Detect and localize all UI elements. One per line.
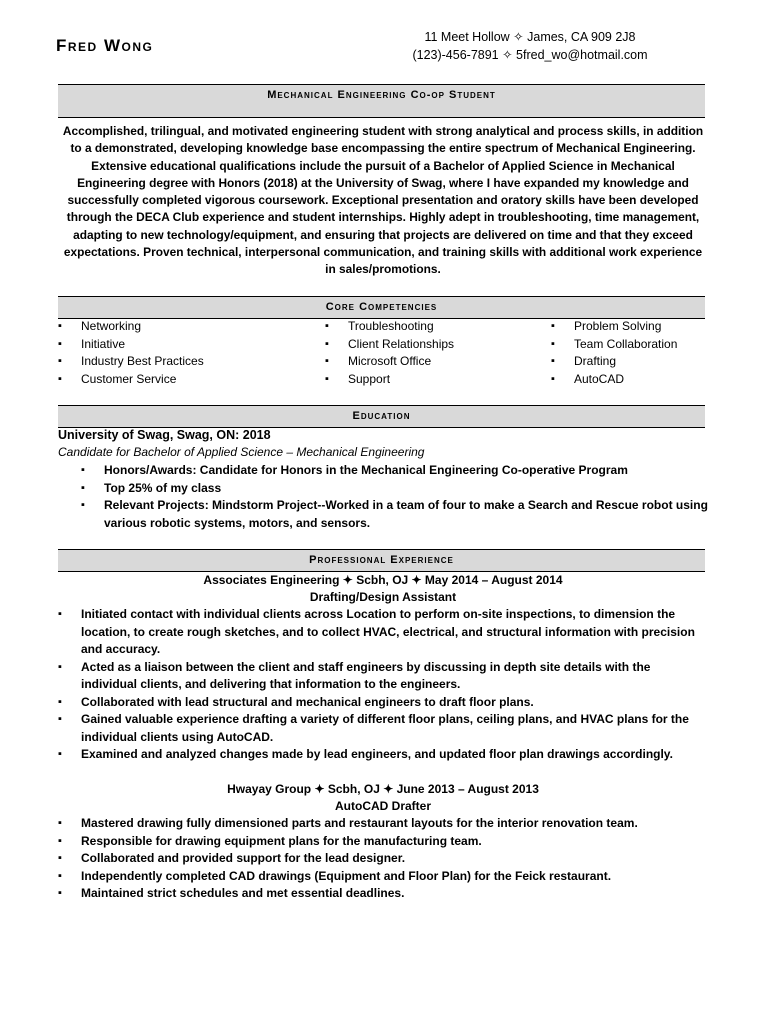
list-item: ▪ Industry Best Practices — [58, 353, 298, 371]
contact-address: 11 Meet Hollow ✧ James, CA 909 2J8 — [424, 30, 636, 44]
competencies-heading — [58, 296, 705, 319]
list-item: ▪ Drafting — [551, 353, 711, 371]
list-item: ▪ Team Collaboration — [551, 336, 711, 354]
list-item: ▪ Client Relationships — [325, 336, 535, 354]
job-2-role: AutoCAD Drafter — [335, 799, 431, 813]
job-2-bullets — [58, 815, 708, 903]
list-item: ▪ Problem Solving — [551, 318, 711, 336]
contact-block — [400, 28, 660, 64]
experience-heading — [58, 549, 705, 572]
job-1-header — [58, 572, 708, 606]
list-item: ▪ Networking — [58, 318, 298, 336]
competencies-column-3 — [551, 318, 711, 388]
job-1-role: Drafting/Design Assistant — [309, 590, 457, 604]
title-section-heading — [58, 84, 705, 118]
summary-paragraph: Accomplished, trilingual, and motivated engineering student with strong analytical and process skills, in addition to a demonstrated, developing knowledge base encompassing the entire spectrum of Mechanical Engineering. Extensive educational qualifications include the pursuit of a Bachelor of Applied Science in Mechanical Engineering degree with Honors (2018) at the University of Swag, where I have expanded my knowledge and successfully completed vigorous coursework. Exceptional presentation and oratory skills have been developed through the DECA Club experience and student internships. Highly adept in troubleshooting, time management, adapting to new technology/equipment, and ensuring that projects are delivered on time and that they exceed expectations. Proven technical, interpersonal communication, and training skills with additional work experience in sales/promotions. — [62, 124, 704, 277]
title-heading-text: Mechanical Engineering Co-op Student — [267, 89, 496, 101]
experience-heading-text: Professional Experience — [309, 554, 454, 566]
list-item: ▪ Collaborated and provided support for the lead designer. — [58, 850, 708, 868]
list-item: ▪ Independently completed CAD drawings (Equipment and Floor Plan) for the Feick restaurant. — [58, 868, 708, 886]
list-item: ▪ Mastered drawing fully dimensioned parts and restaurant layouts for the interior renovation team. — [58, 815, 708, 833]
job-1-company: Associates Engineering ✦ Scbh, OJ ✦ May 2014 – August 2014 — [203, 573, 563, 587]
list-item: ▪ Support — [325, 371, 535, 389]
list-item: ▪ Relevant Projects: Mindstorm Project--Worked in a team of four to make a Search and Rescue robot using various robotic systems, motors, and sensors. — [81, 497, 711, 532]
list-item: ▪ Gained valuable experience drafting a variety of different floor plans, ceiling plans, and HVAC plans for the individual clients using AutoCAD. — [58, 711, 708, 746]
education-heading-text: Education — [352, 410, 411, 422]
list-item: ▪ Initiative — [58, 336, 298, 354]
job-2-company: Hwayay Group ✦ Scbh, OJ ✦ June 2013 – August 2013 — [227, 782, 539, 796]
list-item: ▪ Honors/Awards: Candidate for Honors in the Mechanical Engineering Co-operative Program — [81, 462, 711, 480]
list-item: ▪ Microsoft Office — [325, 353, 535, 371]
competencies-heading-text: Core Competencies — [325, 301, 438, 313]
list-item: ▪ Collaborated with lead structural and mechanical engineers to draft floor plans. — [58, 694, 708, 712]
education-heading — [58, 405, 705, 428]
list-item: ▪ Customer Service — [58, 371, 298, 389]
education-school: University of Swag, Swag, ON: 2018 — [58, 428, 271, 442]
list-item: ▪ Top 25% of my class — [81, 480, 711, 498]
education-degree: Candidate for Bachelor of Applied Science – Mechanical Engineering — [58, 445, 425, 459]
job-2-header — [58, 781, 708, 815]
list-item: ▪ Responsible for drawing equipment plans for the manufacturing team. — [58, 833, 708, 851]
competencies-column-1 — [58, 318, 298, 388]
list-item: ▪ Acted as a liaison between the client and staff engineers by discussing in depth site details with the individual clients, and delivering that information to the engineers. — [58, 659, 708, 694]
list-item: ▪ Troubleshooting — [325, 318, 535, 336]
list-item: ▪ Initiated contact with individual clients across Location to perform on-site inspections, to dimension the location, to create rough sketches, and to collect HVAC, electrical, and structural information with precision and accuracy. — [58, 606, 708, 659]
competencies-column-2 — [325, 318, 535, 388]
list-item: ▪ Examined and analyzed changes made by lead engineers, and updated floor plan drawings accordingly. — [58, 746, 708, 764]
candidate-name: Fred Wong — [56, 36, 154, 55]
list-item: ▪ AutoCAD — [551, 371, 711, 389]
job-1-bullets — [58, 606, 708, 764]
education-bullets — [81, 462, 711, 532]
contact-phone-email: (123)-456-7891 ✧ 5fred_wo@hotmail.com — [412, 48, 648, 62]
list-item: ▪ Maintained strict schedules and met essential deadlines. — [58, 885, 708, 903]
